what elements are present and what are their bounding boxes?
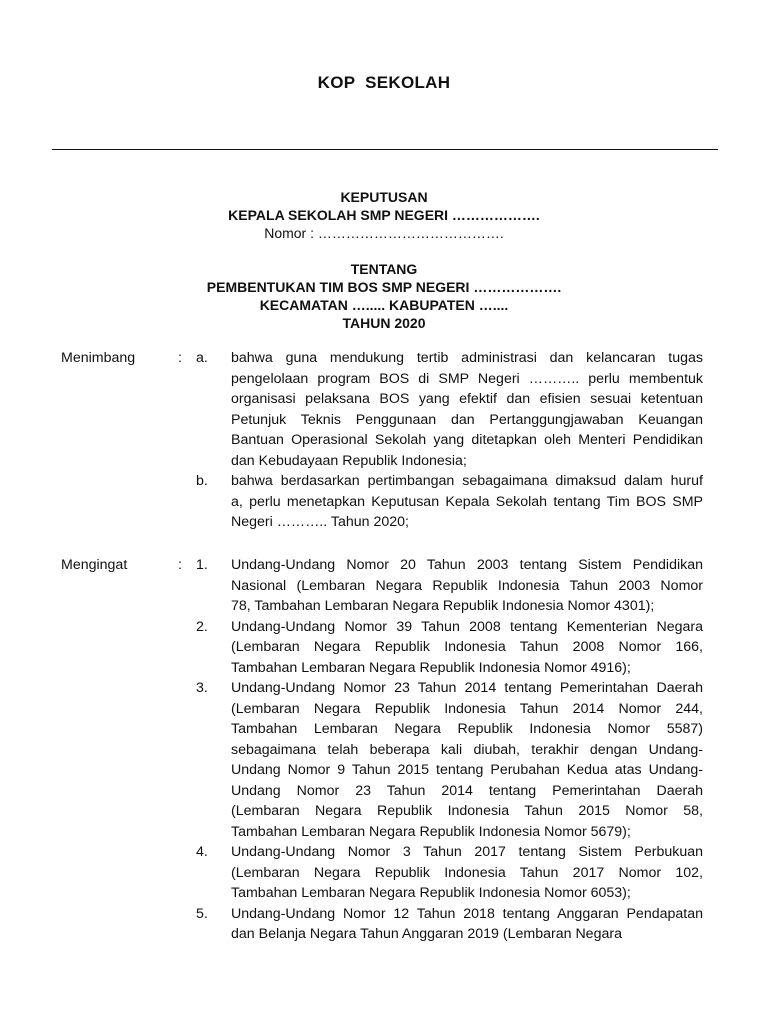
list-item-line: Negeri ……….. Tahun 2020;	[231, 514, 409, 530]
decree-issuer: KEPALA SEKOLAH SMP NEGERI ……………….	[228, 207, 540, 223]
list-item-line: Undang-Undang Nomor 3 Tahun 2017 tentang Sistem Perbukuan	[231, 844, 703, 860]
list-item	[0, 471, 768, 533]
menimbang-colon: :	[178, 350, 182, 366]
list-item-line: Bantuan Operasional Sekolah yang ditetapkan oleh Menteri Pendidikan	[231, 432, 703, 448]
list-item-line: Undang-Undang Nomor 39 Tahun 2008 tentang Kementerian Negara	[231, 618, 703, 635]
list-item-text	[231, 842, 703, 904]
list-item-line: Undang-Undang Nomor 20 Tahun 2003 tentang Sistem Pendidikan	[231, 557, 703, 573]
list-item-line: Nasional (Lembaran Negara Republik Indonesia Tahun 2003 Nomor	[231, 577, 703, 594]
list-item-text	[231, 904, 703, 945]
list-item-text	[231, 471, 703, 533]
list-item-line: Undang-Undang Nomor 23 Tahun 2014 tentang Pemerintahan Daerah	[231, 680, 703, 696]
list-item-line: dan Kebudayaan Republik Indonesia;	[231, 452, 467, 469]
decree-type: KEPUTUSAN	[340, 189, 428, 205]
list-item-line: Tambahan Lembaran Negara Republik Indonesia Nomor 5679);	[231, 823, 631, 840]
list-item-marker: 2.	[196, 618, 208, 635]
list-item-marker: a.	[196, 350, 208, 366]
list-item-line: bahwa berdasarkan pertimbangan sebagaimana dimaksud dalam huruf	[231, 473, 703, 489]
list-item-marker: 1.	[196, 557, 208, 573]
menimbang-section	[0, 348, 768, 533]
mengingat-colon: :	[178, 557, 182, 573]
list-item-text	[231, 555, 703, 617]
mengingat-label: Mengingat	[61, 557, 128, 573]
list-item	[0, 348, 768, 471]
decree-subject-line-2: KECAMATAN …..... KABUPATEN …....	[259, 297, 509, 313]
list-item	[0, 555, 768, 617]
list-item-marker: b.	[196, 473, 208, 489]
list-item-line: Tambahan Lembaran Negara Republik Indonesia Nomor 6053);	[231, 885, 631, 901]
list-item-line: bahwa guna mendukung tertib administrasi dan kelancaran tugas	[231, 350, 703, 366]
list-item-line: Tambahan Lembaran Negara Republik Indonesia Nomor 4916);	[231, 659, 631, 676]
letterhead-title: KOP SEKOLAH	[317, 73, 451, 92]
list-item-line: pengelolaan program BOS di SMP Negeri ……….. perlu membentuk	[231, 370, 703, 387]
list-item-line: Petunjuk Teknis Penggunaan dan Pertanggungjawaban Keuangan	[231, 411, 703, 428]
list-item-line: 78, Tambahan Lembaran Negara Republik Indonesia Nomor 4301);	[231, 598, 655, 614]
letterhead-divider	[52, 149, 718, 150]
list-item-line: Undang Nomor 23 Tahun 2014 tentang Pemerintahan Daerah	[231, 782, 703, 799]
list-item-line: Undang Nomor 9 Tahun 2015 tentang Perubahan Kedua atas Undang-	[231, 762, 703, 778]
decree-number: Nomor : ………………………………….	[264, 225, 504, 241]
list-item-line: (Lembaran Negara Republik Indonesia Tahun 2014 Nomor 244,	[231, 700, 703, 717]
mengingat-section	[0, 555, 768, 945]
list-item-line: Tambahan Lembaran Negara Republik Indonesia Nomor 5587)	[231, 721, 703, 737]
list-item-line: dan Belanja Negara Tahun Anggaran 2019 (Lembaran Negara	[231, 926, 622, 942]
list-item	[0, 617, 768, 679]
list-item-line: sebagaimana telah beberapa kali diubah, terakhir dengan Undang-	[231, 741, 703, 758]
decree-subject	[0, 260, 768, 332]
list-item-line: (Lembaran Negara Republik Indonesia Tahun 2008 Nomor 166,	[231, 639, 703, 655]
decree-about-label: TENTANG	[350, 261, 418, 277]
list-item	[0, 842, 768, 904]
decree-heading	[0, 188, 768, 242]
list-item	[0, 678, 768, 842]
menimbang-items	[0, 348, 768, 533]
mengingat-items	[0, 555, 768, 945]
list-item-marker: 3.	[196, 680, 208, 696]
menimbang-label: Menimbang	[61, 350, 136, 366]
list-item-line: Undang-Undang Nomor 12 Tahun 2018 tentang Anggaran Pendapatan	[231, 905, 703, 922]
decree-subject-line-3: TAHUN 2020	[342, 315, 426, 331]
list-item-text	[231, 348, 703, 471]
list-item	[0, 904, 768, 945]
list-item-line: (Lembaran Negara Republik Indonesia Tahun 2015 Nomor 58,	[231, 803, 703, 819]
list-item-text	[231, 678, 703, 842]
list-item-marker: 5.	[196, 905, 208, 922]
list-item-line: organisasi pelaksana BOS yang efektif dan efisien sesuai ketentuan	[231, 391, 703, 407]
list-item-text	[231, 617, 703, 679]
list-item-line: (Lembaran Negara Republik Indonesia Tahun 2017 Nomor 102,	[231, 864, 703, 881]
decree-subject-line-1: PEMBENTUKAN TIM BOS SMP NEGERI ……………….	[206, 279, 562, 295]
list-item-marker: 4.	[196, 844, 208, 860]
list-item-line: a, perlu menetapkan Keputusan Kepala Sekolah tentang Tim BOS SMP	[231, 493, 703, 510]
